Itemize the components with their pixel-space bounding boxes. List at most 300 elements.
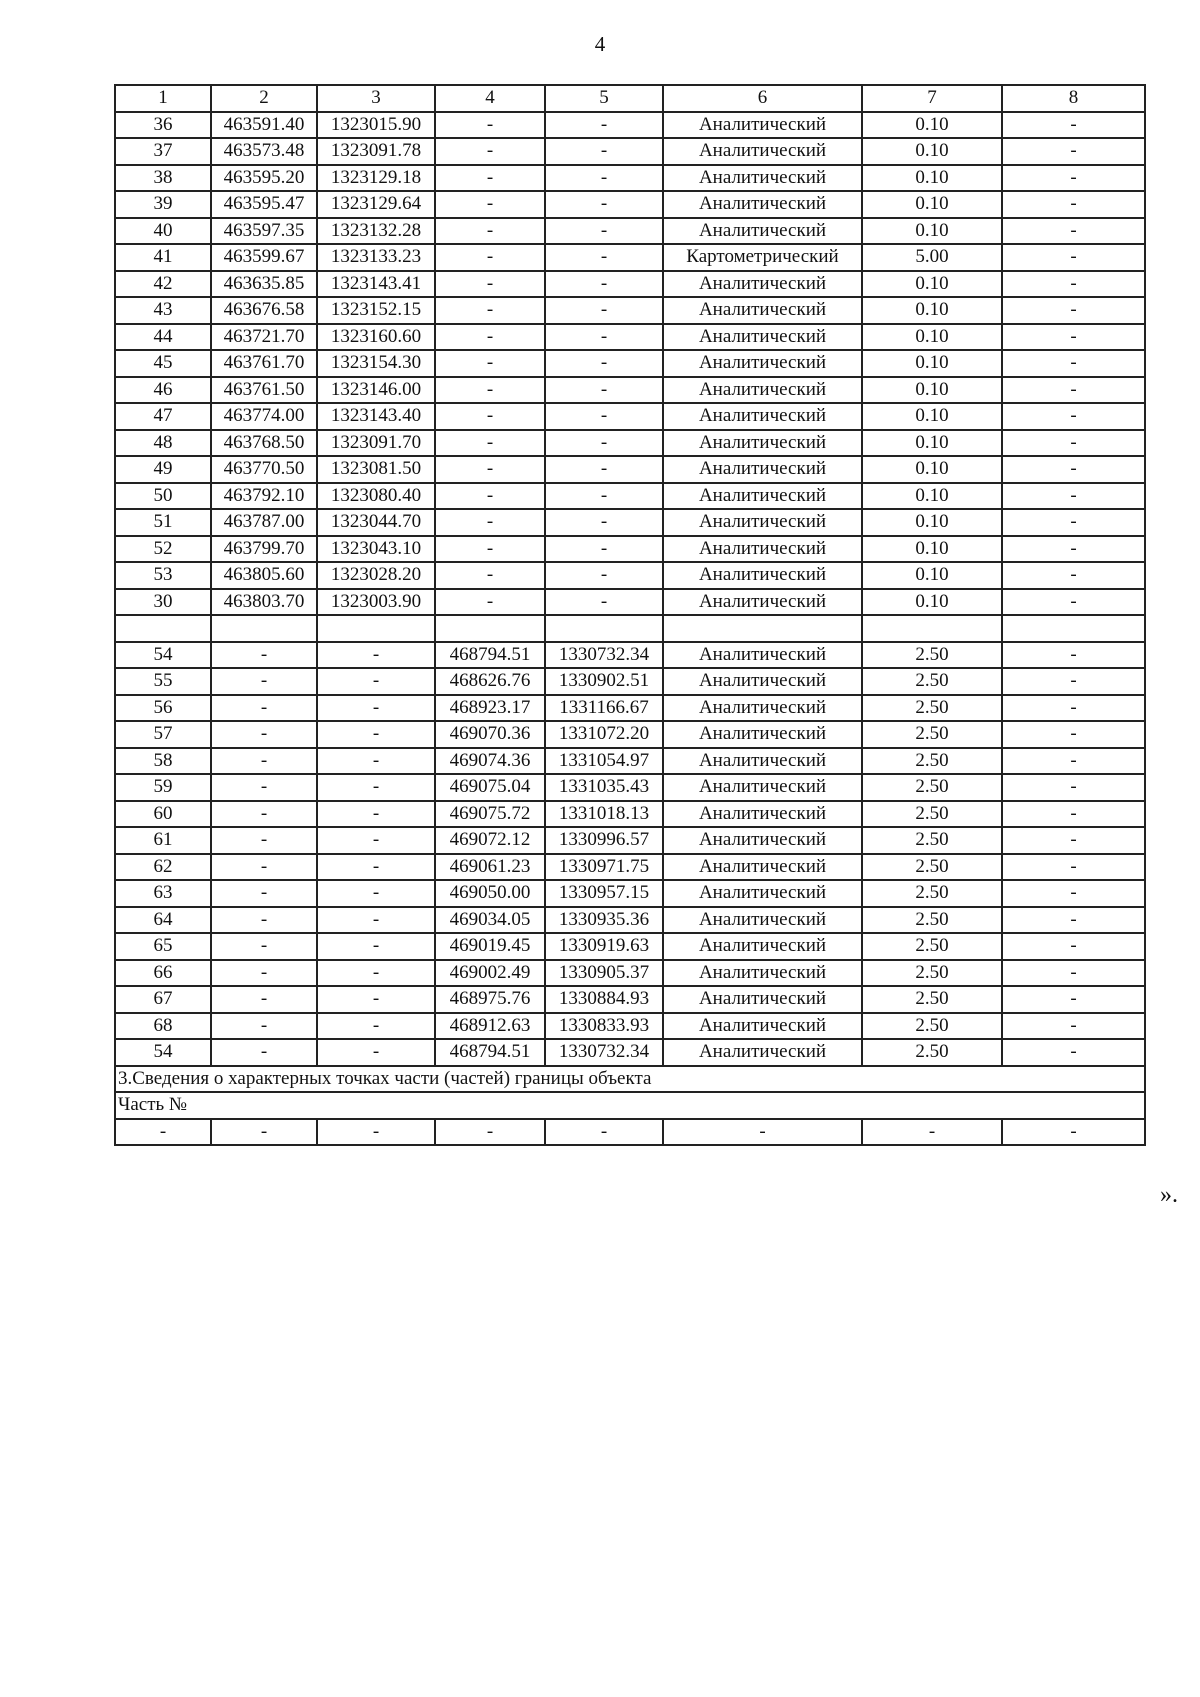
table-cell: 0.10 <box>862 377 1002 404</box>
table-cell: - <box>1002 536 1145 563</box>
table-cell: - <box>545 271 663 298</box>
table-cell: - <box>1002 1039 1145 1066</box>
table-separator-row <box>115 615 1145 642</box>
table-cell: - <box>317 854 435 881</box>
table-cell: - <box>317 827 435 854</box>
table-cell: 54 <box>115 642 211 669</box>
table-cell: - <box>1002 562 1145 589</box>
table-cell: 0.10 <box>862 562 1002 589</box>
table-header-row <box>115 85 1145 112</box>
table-cell: - <box>211 854 317 881</box>
table-cell: - <box>115 1119 211 1146</box>
table-cell-empty <box>435 615 545 642</box>
table-cell: Аналитический <box>663 350 862 377</box>
table-cell: 468794.51 <box>435 1039 545 1066</box>
table-cell: 67 <box>115 986 211 1013</box>
table-cell: 0.10 <box>862 536 1002 563</box>
table-cell: 1323129.64 <box>317 191 435 218</box>
table-cell: - <box>1002 509 1145 536</box>
table-row <box>115 748 1145 775</box>
table-cell: - <box>1002 801 1145 828</box>
table-cell: 1331072.20 <box>545 721 663 748</box>
table-cell: 463573.48 <box>211 138 317 165</box>
table-cell: - <box>545 456 663 483</box>
table-cell: 54 <box>115 1039 211 1066</box>
table-cell: Аналитический <box>663 377 862 404</box>
table-cell-empty <box>862 615 1002 642</box>
table-cell: - <box>545 191 663 218</box>
table-cell: - <box>435 244 545 271</box>
table-cell: - <box>211 721 317 748</box>
table-cell: Аналитический <box>663 907 862 934</box>
table-row <box>115 907 1145 934</box>
table-cell: - <box>317 642 435 669</box>
table-cell: - <box>545 589 663 616</box>
boundary-points-table <box>114 84 1146 1146</box>
table-cell: Аналитический <box>663 218 862 245</box>
table-cell: 0.10 <box>862 271 1002 298</box>
table-cell: Аналитический <box>663 933 862 960</box>
table-cell: 469034.05 <box>435 907 545 934</box>
table-cell: - <box>435 536 545 563</box>
table-cell: - <box>545 377 663 404</box>
table-cell: - <box>1002 933 1145 960</box>
table-cell: 463805.60 <box>211 562 317 589</box>
table-cell: Аналитический <box>663 297 862 324</box>
table-cell: - <box>211 642 317 669</box>
table-cell: - <box>435 456 545 483</box>
table-cell: Аналитический <box>663 483 862 510</box>
table-cell: - <box>317 801 435 828</box>
table-cell: 46 <box>115 377 211 404</box>
table-cell: 1331018.13 <box>545 801 663 828</box>
section3-title-row <box>115 1066 1145 1093</box>
table-row <box>115 642 1145 669</box>
table-cell: 53 <box>115 562 211 589</box>
table-cell: - <box>1002 324 1145 351</box>
table-cell: 1330971.75 <box>545 854 663 881</box>
table-cell: 0.10 <box>862 589 1002 616</box>
table-row <box>115 350 1145 377</box>
table-cell: 40 <box>115 218 211 245</box>
table-row <box>115 589 1145 616</box>
table-cell: 51 <box>115 509 211 536</box>
table-cell: - <box>435 165 545 192</box>
table-cell: - <box>545 350 663 377</box>
table-row <box>115 695 1145 722</box>
table-cell: - <box>1002 165 1145 192</box>
table-cell: 1323080.40 <box>317 483 435 510</box>
table-cell: 1323043.10 <box>317 536 435 563</box>
table-cell: 55 <box>115 668 211 695</box>
table-row <box>115 801 1145 828</box>
table-cell: - <box>545 244 663 271</box>
table-cell: Аналитический <box>663 589 862 616</box>
table-cell: - <box>545 536 663 563</box>
table-cell: 59 <box>115 774 211 801</box>
table-cell: Аналитический <box>663 827 862 854</box>
table-cell: 463721.70 <box>211 324 317 351</box>
table-row <box>115 774 1145 801</box>
table-cell: 1323152.15 <box>317 297 435 324</box>
table-cell: 63 <box>115 880 211 907</box>
table-cell: 463676.58 <box>211 297 317 324</box>
table-cell: 469074.36 <box>435 748 545 775</box>
table-row <box>115 138 1145 165</box>
table-cell: - <box>317 721 435 748</box>
table-cell: - <box>211 907 317 934</box>
table-cell: 42 <box>115 271 211 298</box>
table-cell: 463591.40 <box>211 112 317 139</box>
table-cell: 468923.17 <box>435 695 545 722</box>
table-cell: - <box>1002 456 1145 483</box>
table-cell: 1331035.43 <box>545 774 663 801</box>
table-cell: - <box>1002 1013 1145 1040</box>
table-cell: - <box>435 271 545 298</box>
table-cell: 463787.00 <box>211 509 317 536</box>
table-cell: 49 <box>115 456 211 483</box>
table-cell: 38 <box>115 165 211 192</box>
table-cell: - <box>1002 403 1145 430</box>
table-cell: - <box>435 377 545 404</box>
table-cell: - <box>545 403 663 430</box>
table-cell: 2.50 <box>862 1013 1002 1040</box>
table-cell: 66 <box>115 960 211 987</box>
table-cell: - <box>1002 854 1145 881</box>
table-cell: 68 <box>115 1013 211 1040</box>
table-cell: - <box>317 880 435 907</box>
table-cell: 1323044.70 <box>317 509 435 536</box>
table-cell: 30 <box>115 589 211 616</box>
table-cell: 37 <box>115 138 211 165</box>
table-cell: - <box>1002 1119 1145 1146</box>
table-row <box>115 509 1145 536</box>
table-cell: 1330732.34 <box>545 1039 663 1066</box>
table-cell: Аналитический <box>663 165 862 192</box>
table-cell: - <box>1002 721 1145 748</box>
table-cell: 36 <box>115 112 211 139</box>
table-cell: Аналитический <box>663 191 862 218</box>
table-cell: 2.50 <box>862 642 1002 669</box>
table-cell: 7 <box>862 85 1002 112</box>
table-row <box>115 880 1145 907</box>
part-label: Часть № <box>115 1092 1145 1119</box>
table-cell: 4 <box>435 85 545 112</box>
table-cell: 0.10 <box>862 165 1002 192</box>
table-cell: - <box>317 1039 435 1066</box>
table-cell: Аналитический <box>663 456 862 483</box>
table-row <box>115 456 1145 483</box>
table-cell: 469075.04 <box>435 774 545 801</box>
table-cell: 463599.67 <box>211 244 317 271</box>
table-cell: 468975.76 <box>435 986 545 1013</box>
table-cell: - <box>1002 377 1145 404</box>
table-row <box>115 721 1145 748</box>
table-cell: 468794.51 <box>435 642 545 669</box>
table-cell: 1323160.60 <box>317 324 435 351</box>
table-cell: - <box>317 1013 435 1040</box>
table-cell: - <box>211 748 317 775</box>
table-cell: 1323132.28 <box>317 218 435 245</box>
table-cell: 1323015.90 <box>317 112 435 139</box>
table-cell: - <box>317 960 435 987</box>
table-cell: - <box>211 801 317 828</box>
table-cell: 463761.50 <box>211 377 317 404</box>
table-cell: Аналитический <box>663 138 862 165</box>
table-cell: 463768.50 <box>211 430 317 457</box>
table-cell: - <box>1002 642 1145 669</box>
table-cell: 463761.70 <box>211 350 317 377</box>
table-cell: 2.50 <box>862 960 1002 987</box>
table-cell: - <box>545 1119 663 1146</box>
table-cell: - <box>1002 218 1145 245</box>
table-cell: - <box>211 774 317 801</box>
table-cell: - <box>211 1119 317 1146</box>
table-cell: Аналитический <box>663 1039 862 1066</box>
table-cell-empty <box>1002 615 1145 642</box>
table-cell-empty <box>663 615 862 642</box>
table-cell: 3 <box>317 85 435 112</box>
table-cell: 39 <box>115 191 211 218</box>
table-cell: - <box>211 1039 317 1066</box>
table-cell: - <box>545 218 663 245</box>
table-row <box>115 1039 1145 1066</box>
table-cell: 50 <box>115 483 211 510</box>
table-row <box>115 377 1145 404</box>
table-cell: - <box>1002 112 1145 139</box>
table-cell: 463635.85 <box>211 271 317 298</box>
table-cell: - <box>1002 589 1145 616</box>
table-cell: - <box>1002 244 1145 271</box>
table-cell: 469050.00 <box>435 880 545 907</box>
table-cell: 0.10 <box>862 350 1002 377</box>
table-row <box>115 324 1145 351</box>
table-cell: 5 <box>545 85 663 112</box>
table-cell: 469070.36 <box>435 721 545 748</box>
table-row <box>115 218 1145 245</box>
table-cell: 0.10 <box>862 483 1002 510</box>
table-cell: - <box>317 986 435 1013</box>
table-cell: - <box>435 324 545 351</box>
table-cell: 8 <box>1002 85 1145 112</box>
table-cell: 469019.45 <box>435 933 545 960</box>
table-cell: 5.00 <box>862 244 1002 271</box>
table-cell: - <box>211 986 317 1013</box>
table-cell: 1330905.37 <box>545 960 663 987</box>
table-cell: 463774.00 <box>211 403 317 430</box>
table-row <box>115 271 1145 298</box>
table-cell: - <box>317 748 435 775</box>
table-cell: - <box>1002 986 1145 1013</box>
table-cell: 58 <box>115 748 211 775</box>
table-cell: Аналитический <box>663 748 862 775</box>
table-cell: 1330935.36 <box>545 907 663 934</box>
table-cell: 1323129.18 <box>317 165 435 192</box>
table-cell: 0.10 <box>862 430 1002 457</box>
table-cell: 1330833.93 <box>545 1013 663 1040</box>
table-cell: 48 <box>115 430 211 457</box>
table-cell: - <box>545 430 663 457</box>
table-cell: 463595.20 <box>211 165 317 192</box>
table-cell: Аналитический <box>663 695 862 722</box>
table-cell: 0.10 <box>862 191 1002 218</box>
table-cell: 463595.47 <box>211 191 317 218</box>
table-cell: 2 <box>211 85 317 112</box>
table-row <box>115 483 1145 510</box>
table-cell: - <box>435 191 545 218</box>
table-cell: - <box>435 1119 545 1146</box>
page-number: 4 <box>594 32 606 56</box>
table-cell: 468912.63 <box>435 1013 545 1040</box>
table-cell: - <box>317 933 435 960</box>
table-cell: 1331166.67 <box>545 695 663 722</box>
table-row <box>115 562 1145 589</box>
table-cell: 1323146.00 <box>317 377 435 404</box>
table-cell: 57 <box>115 721 211 748</box>
table-cell: - <box>1002 668 1145 695</box>
table-cell: 469061.23 <box>435 854 545 881</box>
table-cell: - <box>545 112 663 139</box>
table-cell: - <box>1002 748 1145 775</box>
table-cell: 0.10 <box>862 218 1002 245</box>
table-cell: Аналитический <box>663 324 862 351</box>
table-cell: - <box>435 297 545 324</box>
table-cell: - <box>1002 271 1145 298</box>
table-cell: - <box>435 403 545 430</box>
table-cell: 0.10 <box>862 324 1002 351</box>
table-cell: 1323133.23 <box>317 244 435 271</box>
table-cell: 0.10 <box>862 403 1002 430</box>
table-row <box>115 933 1145 960</box>
table-cell: 2.50 <box>862 880 1002 907</box>
table-cell: 2.50 <box>862 854 1002 881</box>
table-cell: 463799.70 <box>211 536 317 563</box>
table-cell: 1323154.30 <box>317 350 435 377</box>
table-cell: - <box>545 165 663 192</box>
table-cell-empty <box>211 615 317 642</box>
table-cell: Аналитический <box>663 801 862 828</box>
table-cell: Аналитический <box>663 271 862 298</box>
table-cell: 62 <box>115 854 211 881</box>
table-row <box>115 827 1145 854</box>
table-cell: 6 <box>663 85 862 112</box>
table-cell: 2.50 <box>862 748 1002 775</box>
table-cell: - <box>1002 960 1145 987</box>
table-cell: Аналитический <box>663 403 862 430</box>
table-cell: - <box>317 774 435 801</box>
table-cell: - <box>317 695 435 722</box>
table-cell: - <box>1002 695 1145 722</box>
table-cell: Аналитический <box>663 562 862 589</box>
table-cell: 1330996.57 <box>545 827 663 854</box>
table-row <box>115 297 1145 324</box>
table-cell: 1330957.15 <box>545 880 663 907</box>
table-cell: - <box>435 483 545 510</box>
table-row <box>115 986 1145 1013</box>
table-cell: Аналитический <box>663 854 862 881</box>
table-cell: - <box>1002 191 1145 218</box>
table-cell: Аналитический <box>663 960 862 987</box>
table-cell: 2.50 <box>862 695 1002 722</box>
table-cell: - <box>211 960 317 987</box>
table-cell: 47 <box>115 403 211 430</box>
table-cell: - <box>435 350 545 377</box>
table-cell: - <box>435 589 545 616</box>
table-row <box>115 960 1145 987</box>
table-cell: 60 <box>115 801 211 828</box>
table-cell: 2.50 <box>862 668 1002 695</box>
table-cell: 1330919.63 <box>545 933 663 960</box>
table-cell: - <box>317 1119 435 1146</box>
table-cell: 45 <box>115 350 211 377</box>
table-cell: - <box>211 668 317 695</box>
table-cell: - <box>545 138 663 165</box>
table-cell: - <box>211 880 317 907</box>
table-cell: 0.10 <box>862 138 1002 165</box>
table-row <box>115 1013 1145 1040</box>
table-cell: - <box>211 933 317 960</box>
table-cell: - <box>435 430 545 457</box>
table-cell: 0.10 <box>862 456 1002 483</box>
table-cell: - <box>1002 430 1145 457</box>
table-cell: 463770.50 <box>211 456 317 483</box>
table-cell: 2.50 <box>862 774 1002 801</box>
table-cell: 1330732.34 <box>545 642 663 669</box>
table-cell: 2.50 <box>862 1039 1002 1066</box>
table-cell: - <box>435 138 545 165</box>
table-cell: 463803.70 <box>211 589 317 616</box>
table-cell: 1323143.40 <box>317 403 435 430</box>
table-cell: - <box>1002 880 1145 907</box>
table-cell: 2.50 <box>862 986 1002 1013</box>
table-cell: - <box>435 218 545 245</box>
table-row <box>115 1119 1145 1146</box>
table-cell-empty <box>115 615 211 642</box>
table-cell: 0.10 <box>862 112 1002 139</box>
table-cell: - <box>1002 483 1145 510</box>
table-cell: - <box>545 483 663 510</box>
table-cell: 2.50 <box>862 801 1002 828</box>
table-cell: - <box>545 562 663 589</box>
table-cell: 52 <box>115 536 211 563</box>
table-cell: Аналитический <box>663 642 862 669</box>
table-cell: 41 <box>115 244 211 271</box>
table-cell: Аналитический <box>663 509 862 536</box>
table-cell: 1323091.78 <box>317 138 435 165</box>
table-row <box>115 112 1145 139</box>
section3-title: 3.Сведения о характерных точках части (частей) границы объекта <box>115 1066 1145 1093</box>
table-cell: - <box>317 907 435 934</box>
table-row <box>115 165 1145 192</box>
table-cell: - <box>1002 350 1145 377</box>
table-row <box>115 668 1145 695</box>
table-cell: - <box>317 668 435 695</box>
table-row <box>115 403 1145 430</box>
table-row <box>115 536 1145 563</box>
table-cell: - <box>663 1119 862 1146</box>
table-cell: 1 <box>115 85 211 112</box>
table-cell: - <box>1002 138 1145 165</box>
table-cell: Аналитический <box>663 430 862 457</box>
table-cell: 1323003.90 <box>317 589 435 616</box>
table-cell: 1323028.20 <box>317 562 435 589</box>
table-cell: 469072.12 <box>435 827 545 854</box>
table-cell: - <box>545 297 663 324</box>
table-cell-empty <box>545 615 663 642</box>
table-cell-empty <box>317 615 435 642</box>
table-cell: 463597.35 <box>211 218 317 245</box>
table-cell: 2.50 <box>862 827 1002 854</box>
